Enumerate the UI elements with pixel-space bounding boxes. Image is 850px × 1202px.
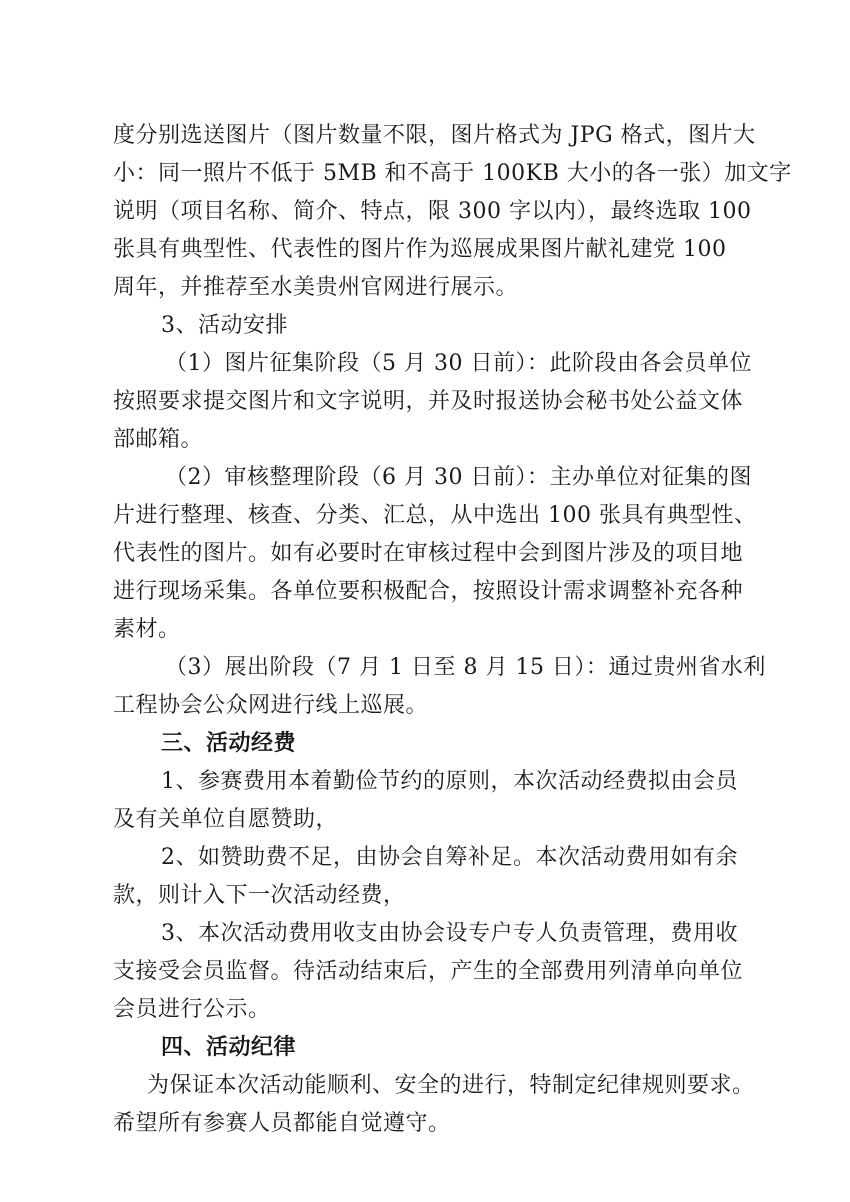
paragraph-line: 张具有典型性、代表性的图片作为巡展成果图片献礼建党 100: [113, 237, 727, 262]
paragraph-line: 按照要求提交图片和文字说明，并及时报送协会秘书处公益文体: [113, 389, 744, 414]
paragraph-line: 及有关单位自愿赞助，: [113, 807, 339, 832]
paragraph-line: 小：同一照片不低于 5MB 和不高于 100KB 大小的各一张）加文字: [113, 161, 792, 186]
section-heading: 四、活动纪律: [161, 1035, 297, 1060]
paragraph-line: 工程协会公众网进行线上巡展。: [113, 693, 429, 718]
section-heading: 三、活动经费: [161, 731, 297, 756]
paragraph-line: 代表性的图片。如有必要时在审核过程中会到图片涉及的项目地: [113, 541, 744, 566]
paragraph-line: 希望所有参赛人员都能自觉遵守。: [113, 1111, 451, 1136]
paragraph-line: 片进行整理、核查、分类、汇总，从中选出 100 张具有典型性、: [113, 503, 757, 528]
paragraph-line: 说明（项目名称、简介、特点，限 300 字以内），最终选取 100: [113, 199, 752, 224]
paragraph-line: 支接受会员监督。待活动结束后，产生的全部费用列清单向单位: [113, 959, 744, 984]
paragraph-line: 1、参赛费用本着勤俭节约的原则，本次活动经费拟由会员: [161, 769, 738, 794]
paragraph-line: 3、本次活动费用收支由协会设专户专人负责管理，费用收: [161, 921, 738, 946]
paragraph-line: 周年，并推荐至水美贵州官网进行展示。: [113, 275, 519, 300]
paragraph-line: 素材。: [113, 617, 181, 642]
paragraph-line: 款，则计入下一次活动经费，: [113, 883, 406, 908]
paragraph-line: 进行现场采集。各单位要积极配合，按照设计需求调整补充各种: [113, 579, 744, 604]
paragraph-line: （3）展出阶段（7 月 1 日至 8 月 15 日）：通过贵州省水利: [165, 655, 766, 680]
paragraph-line: （1）图片征集阶段（5 月 30 日前）：此阶段由各会员单位: [165, 351, 752, 376]
section-subheading: 3、活动安排: [161, 313, 288, 338]
paragraph-line: 会员进行公示。: [113, 997, 271, 1022]
paragraph-line: （2）审核整理阶段（6 月 30 日前）：主办单位对征集的图: [165, 465, 752, 490]
paragraph-line: 度分别选送图片（图片数量不限，图片格式为 JPG 格式，图片大: [113, 123, 756, 148]
paragraph-line: 部邮箱。: [113, 427, 204, 452]
paragraph-line: 2、如赞助费不足，由协会自筹补足。本次活动费用如有余: [161, 845, 738, 870]
paragraph-line: 为保证本次活动能顺利、安全的进行，特制定纪律规则要求。: [147, 1073, 755, 1098]
